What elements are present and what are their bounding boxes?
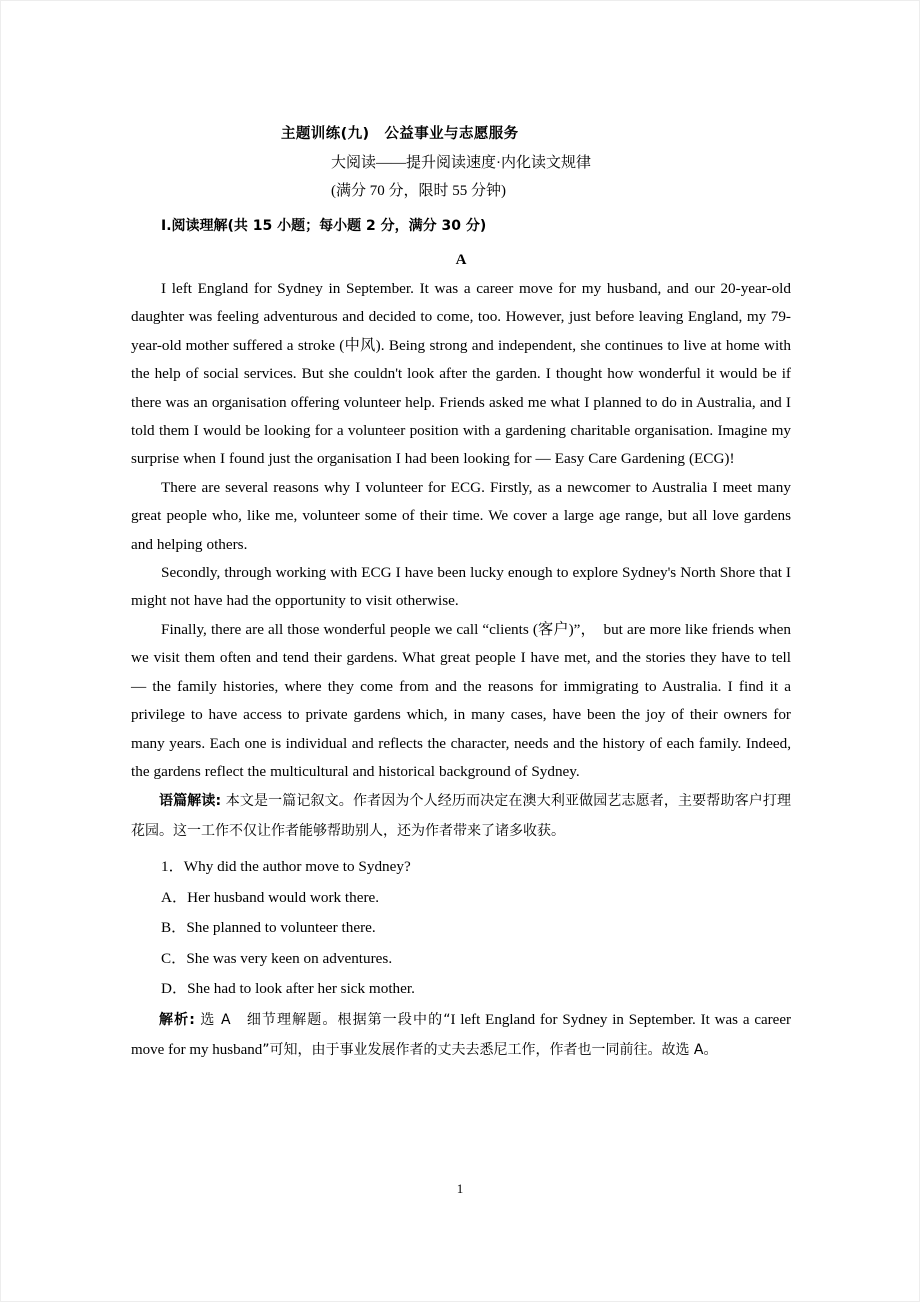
- section-heading: [131, 211, 791, 241]
- score-time-line: (满分 70 分，限时 55 分钟): [331, 183, 506, 199]
- question-1-text: Why did the author move to Sydney?: [183, 858, 411, 876]
- passage-paragraph-1: I left England for Sydney in September. It was a career move for my husband, and our 20-year-old daughter was feeling adventurous and decided to come, too. However, just before leaving England, my 79-year-old mother suffered a stroke (中风). Being strong and independent, she continues to live at home with the help of social services. But she couldn't look after the garden. I thought how wonderful it would be if there was an organisation offering volunteer help. Friends asked me what I planned to do in Australia, and I told them I would be looking for a volunteer position with a gardening charitable organisation. Imagine my surprise when I found just the organisation I had been looking for — Easy Care Gardening (ECG)!: [131, 280, 791, 468]
- passage-analysis-text: 本文是一篇记叙文。作者因为个人经历而决定在澳大利亚做园艺志愿者，主要帮助客户打理花园。这一工作不仅让作者能够帮助别人，还为作者带来了诸多收获。: [131, 793, 791, 840]
- passage-analysis: [131, 786, 791, 846]
- question-1-option-b[interactable]: B．She planned to volunteer there.: [161, 919, 376, 937]
- passage-paragraph-4: Finally, there are all those wonderful people we call “clients (客户)”， but are more like friends when we visit them often and tend their gardens. What great people I have met, and the stories they have to tell — the family histories, where they come from and the reasons for immigrating to Australia. I find it a privilege to have access to private gardens which, in many cases, have been the joy of their owners for many years. Each one is individual and reflects the character, needs and the history of each family. Indeed, the gardens reflect the multicultural and historical background of Sydney.: [131, 620, 791, 780]
- question-1-option-c[interactable]: C．She was very keen on adventures.: [161, 949, 393, 967]
- page-content: [131, 119, 791, 1065]
- page-number: 1: [456, 1181, 464, 1196]
- question-1-option-a[interactable]: A．Her husband would work there.: [161, 888, 380, 906]
- passage-analysis-label: 语篇解读:: [159, 793, 222, 810]
- question-1-stem: [131, 852, 791, 883]
- section-heading-text: Ⅰ.阅读理解(共 15 小题；每小题 2 分，满分 30 分): [161, 218, 487, 234]
- question-1-explanation: [131, 1005, 791, 1065]
- page-subtitle: 大阅读——提升阅读速度·内化读文规律: [331, 155, 591, 171]
- passage-label: A: [455, 252, 467, 268]
- explanation-label: 解析:: [159, 1011, 195, 1028]
- passage-paragraph-2: There are several reasons why I volunteer for ECG. Firstly, as a newcomer to Australia I meet many great people who, like me, volunteer some of their time. We cover a large age range, but all love gardens and helping others.: [131, 478, 791, 553]
- page-title: 主题训练(九) 公益事业与志愿服务: [281, 126, 519, 142]
- explanation-answer: 选 A: [194, 1011, 247, 1028]
- question-1-option-d[interactable]: D．She had to look after her sick mother.: [161, 980, 415, 998]
- explanation-quote: I left England for Sydney in September. It was a career move for my husband: [131, 1011, 791, 1058]
- passage-paragraph-3: Secondly, through working with ECG I have been lucky enough to explore Sydney's North Shore that I might not have had the opportunity to visit otherwise.: [131, 564, 791, 610]
- explanation-type: 细节理解题。根据第一段中的“: [246, 1011, 451, 1028]
- question-1-number: 1．: [161, 858, 184, 876]
- explanation-tail: ”可知，由于事业发展作者的丈夫去悉尼工作，作者也一同前往。故选 A。: [262, 1041, 718, 1058]
